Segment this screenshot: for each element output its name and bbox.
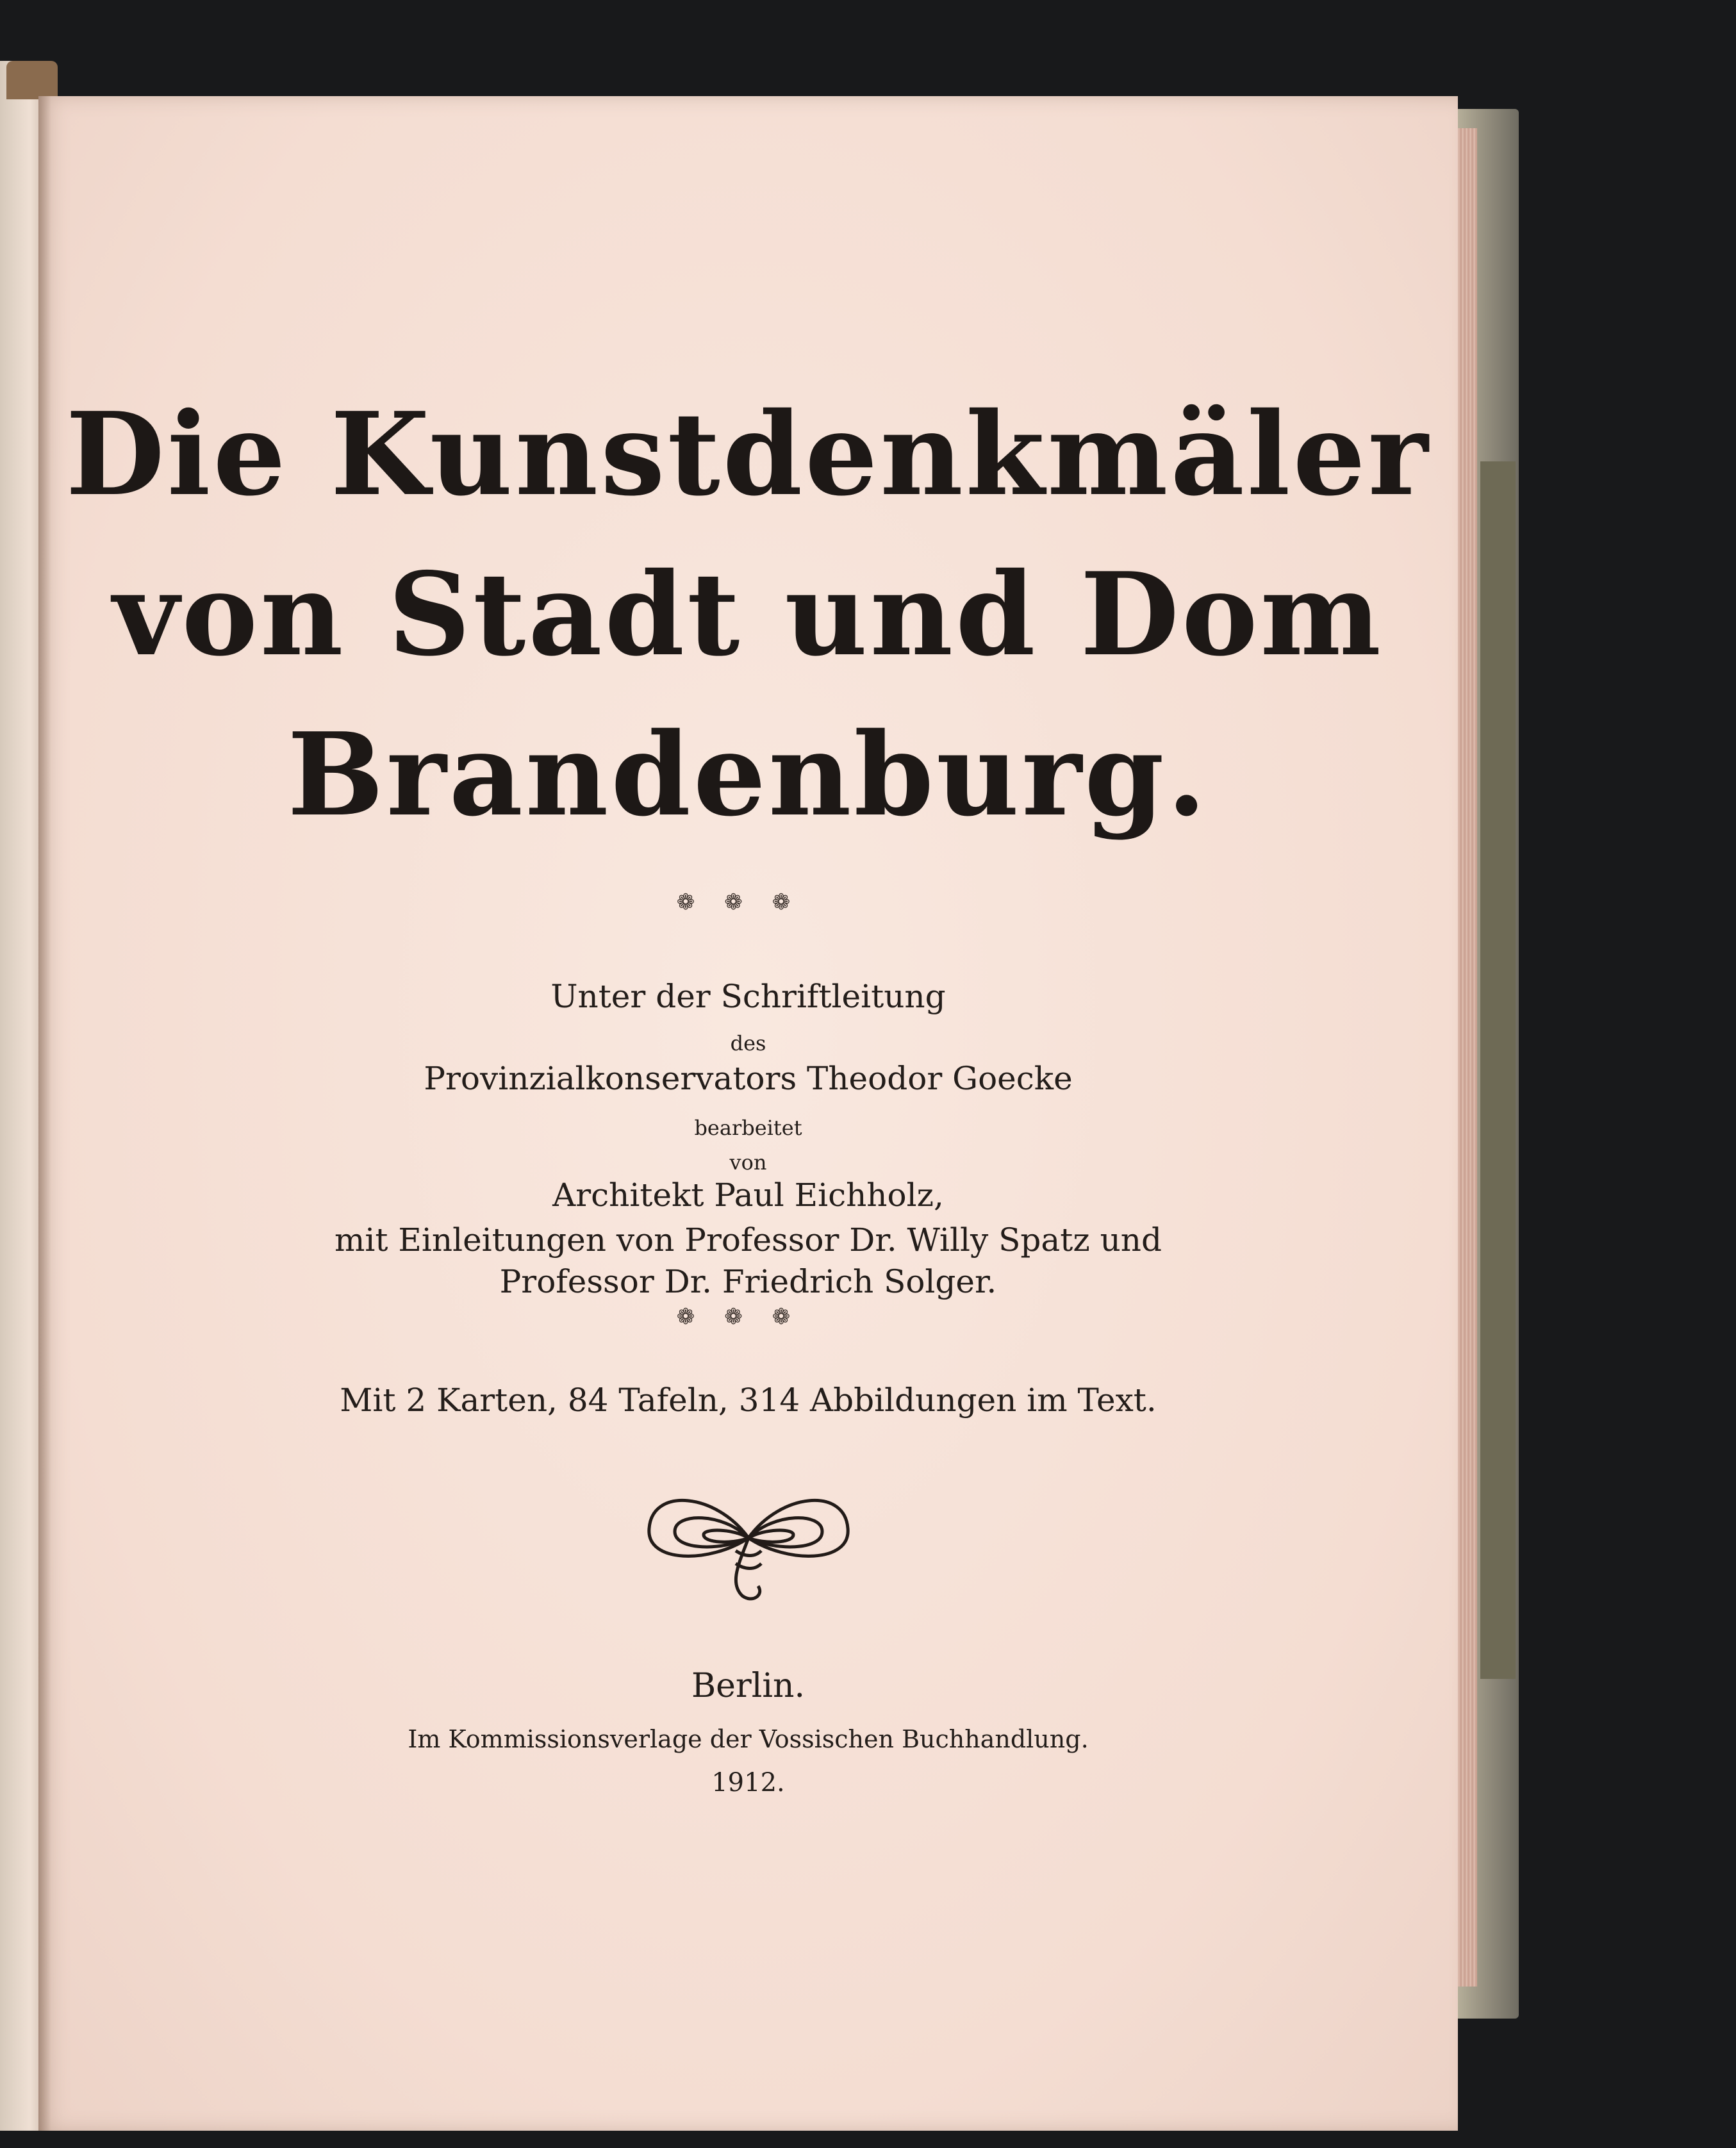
flower-ornament-row: ❁❁❁ xyxy=(676,889,820,915)
title-page-text xyxy=(38,96,1458,2131)
title-line-1: Die Kunstdenkmäler xyxy=(65,387,1431,521)
flower-ornament-row-2: ❁❁❁ xyxy=(676,1304,820,1330)
publisher-city: Berlin. xyxy=(691,1667,806,1705)
editor-name: Provinzialkonservators Theodor Goecke xyxy=(424,1060,1073,1097)
editorship-line: Unter der Schriftleitung xyxy=(550,978,946,1015)
spine-cloth xyxy=(1480,461,1516,1679)
contents-note: Mit 2 Karten, 84 Tafeln, 314 Abbildungen im Text. xyxy=(340,1382,1157,1419)
left-page-binding xyxy=(6,61,58,99)
title-line-3: Brandenburg. xyxy=(287,707,1209,841)
publication-year: 1912. xyxy=(711,1768,785,1797)
introductions-line: mit Einleitungen von Professor Dr. Willy Spatz und xyxy=(335,1221,1162,1259)
publisher-line: Im Kommissionsverlage der Vossischen Buchhandlung. xyxy=(408,1725,1089,1753)
credit-bearbeitet: bearbeitet xyxy=(694,1116,802,1140)
title-line-2: von Stadt und Dom xyxy=(113,547,1384,681)
credit-von: von xyxy=(729,1150,767,1175)
introductions-line-2: Professor Dr. Friedrich Solger. xyxy=(499,1263,997,1300)
author-name: Architekt Paul Eichholz, xyxy=(552,1177,944,1214)
credit-des: des xyxy=(730,1031,766,1055)
calligraphic-flourish-icon xyxy=(640,1467,857,1608)
